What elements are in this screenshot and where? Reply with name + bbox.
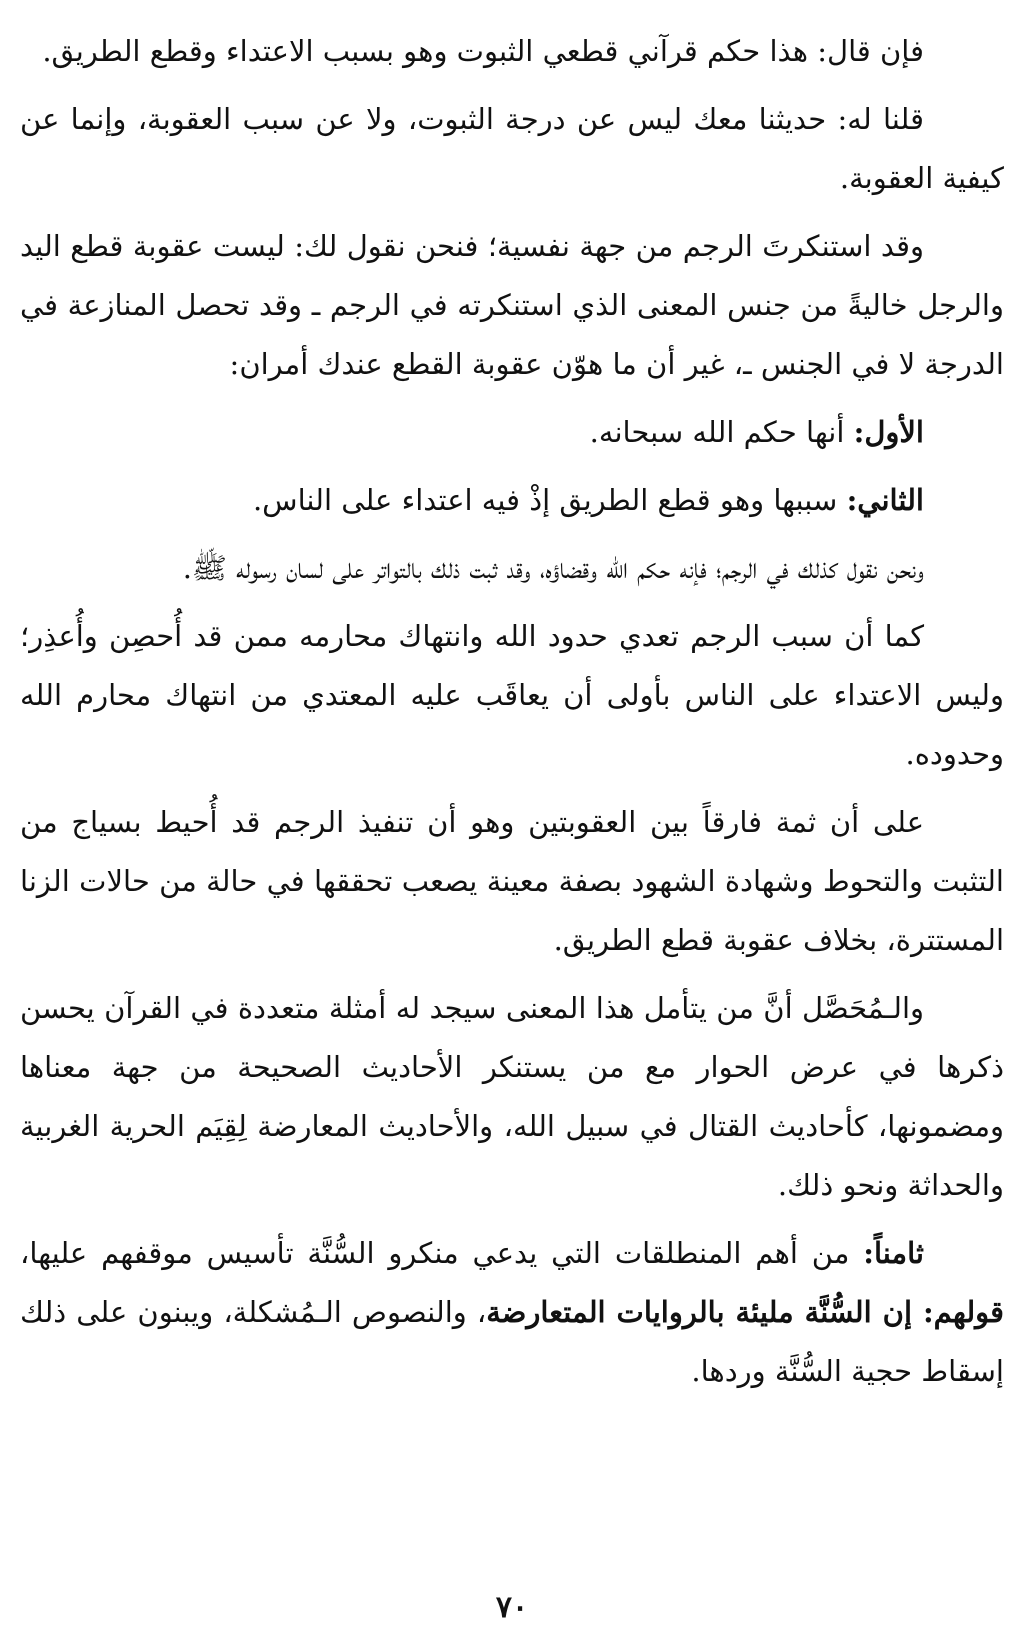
- list-item-second: [20, 471, 1004, 530]
- paragraph-7: كما أن سبب الرجم تعدي حدود الله وانتهاك محارمه ممن قد أُحصِن وأُعذِر؛ وليس الاعتداء على الناس بأولى أن يعاقَب عليه المعتدي من انتهاك محارم الله وحدوده.: [20, 619, 1004, 771]
- paragraph-10-label: ثامناً:: [863, 1236, 924, 1270]
- page-number: ٧٠: [495, 1590, 529, 1625]
- paragraph-9: والـمُحَصَّل أنَّ من يتأمل هذا المعنى سيجد له أمثلة متعددة في القرآن يحسن ذكرها في عرض الحوار مع من يستنكر الأحاديث الصحيحة من جهة معناها ومضمونها، كأحاديث القتال في سبيل الله، والأحاديث المعارضة لِقِيَم الحرية الغربية والحداثة ونحو ذلك.: [20, 991, 1004, 1202]
- document-page: [20, 22, 1004, 1646]
- paragraph-2: قلنا له: حديثنا معك ليس عن درجة الثبوت، ولا عن سبب العقوبة، وإنما عن كيفية العقوبة.: [20, 102, 1004, 195]
- paragraph-10: [20, 1224, 1004, 1401]
- paragraph-10-text-b: ، والنصوص الـمُشكلة، ويبنون على ذلك إسقاط حجية السُّنَّة وردها.: [20, 1295, 1004, 1388]
- paragraph-10-text-a: من أهم المنطلقات التي يدعي منكرو السُّنَّة تأسيس موقفهم عليها،: [20, 1236, 864, 1270]
- list-item-second-text: سببها وهو قطع الطريق إذْ فيه اعتداء على الناس.: [252, 483, 847, 517]
- list-item-first: [20, 403, 1004, 462]
- paragraph-6: ونحن نقول كذلك في الرجم؛ فإنه حكم الله وقضاؤه، وقد ثبت ذلك بالتواتر على لسان رسوله ﷺ.: [182, 551, 924, 585]
- paragraph-3: وقد استنكرتَ الرجم من جهة نفسية؛ فنحن نقول لك: ليست عقوبة قطع اليد والرجل خاليةً من جنس المعنى الذي استنكرته في الرجم ـ وقد تحصل المنازعة في الدرجة لا في الجنس ـ، غير أن ما هوّن عقوبة القطع عندك أمران:: [20, 229, 1004, 381]
- list-item-second-label: الثاني:: [846, 483, 924, 517]
- list-item-first-text: أنها حكم الله سبحانه.: [589, 415, 854, 449]
- list-item-first-label: الأول:: [853, 415, 924, 449]
- paragraph-1: فإن قال: هذا حكم قرآني قطعي الثبوت وهو بسبب الاعتداء وقطع الطريق.: [42, 34, 924, 68]
- paragraph-8: على أن ثمة فارقاً بين العقوبتين وهو أن تنفيذ الرجم قد أُحيط بسياج من التثبت والتحوط وشهادة الشهود بصفة معينة يصعب تحققها في حالة من حالات الزنا المستترة، بخلاف عقوبة قطع الطريق.: [20, 805, 1004, 957]
- paragraph-10-bold-statement: قولهم: إن السُّنَّة مليئة بالروايات المتعارضة: [486, 1295, 1004, 1329]
